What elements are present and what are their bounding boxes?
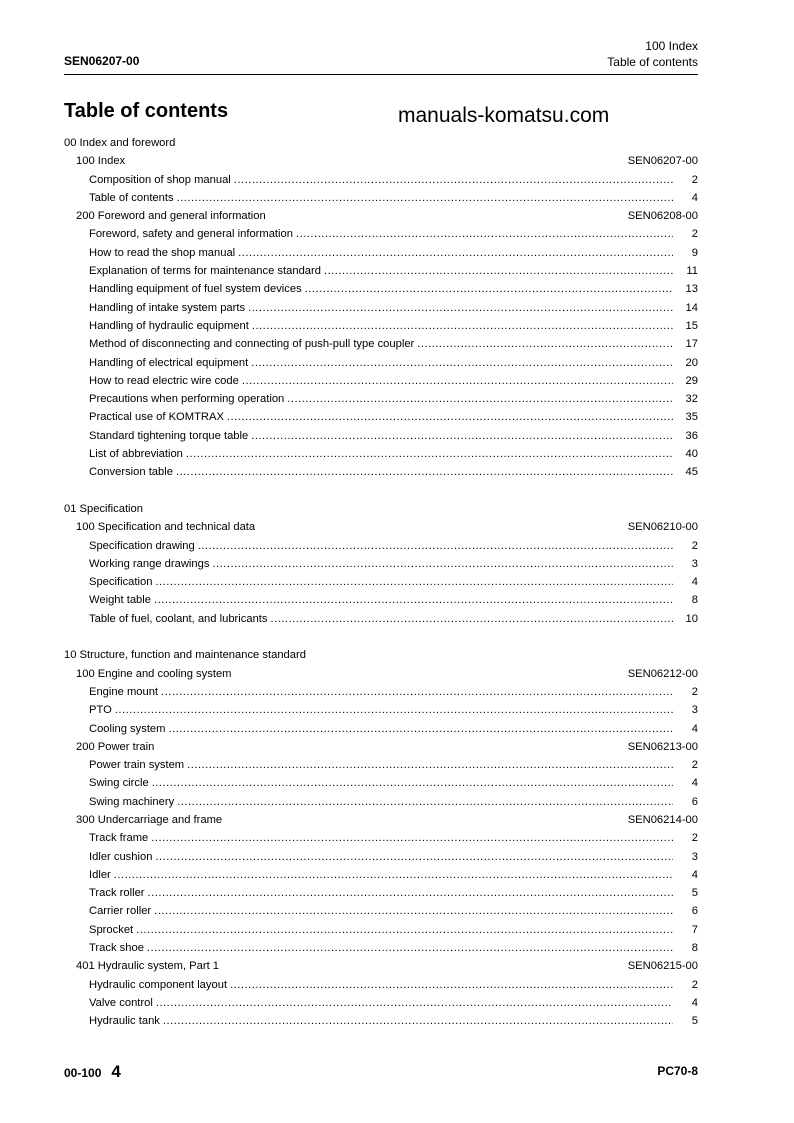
footer-page-number: 4 [111, 1062, 121, 1081]
toc-leader-dots [136, 921, 673, 939]
toc-leader-dots [287, 390, 673, 408]
toc-leader-dots [147, 939, 673, 957]
toc-entry[interactable] [64, 372, 698, 390]
toc-entry-page: 6 [691, 795, 698, 808]
toc-entry[interactable] [64, 262, 698, 280]
toc-entry-title: Valve control [89, 996, 153, 1009]
toc-entry-page: 36 [685, 429, 698, 442]
toc-entry[interactable] [64, 390, 698, 408]
toc-entry-page: 3 [691, 557, 698, 570]
toc-entry-page: 40 [685, 448, 698, 461]
toc-leader-dots [271, 610, 674, 628]
toc-leader-dots [252, 317, 673, 335]
watermark: manuals-komatsu.com [398, 104, 610, 127]
toc-entry[interactable] [64, 427, 698, 445]
toc-leader-dots [251, 354, 673, 372]
toc-entry-title: Track shoe [89, 942, 144, 955]
footer-page-ref [64, 1062, 121, 1082]
toc-entry-page: 4 [691, 722, 698, 735]
toc-entry[interactable] [64, 408, 698, 426]
toc-entry-page: 9 [691, 246, 698, 259]
section-spacer [64, 482, 698, 500]
toc-entry[interactable] [64, 921, 698, 939]
toc-subsection-code: SEN06207-00 [627, 155, 698, 168]
toc-entry-title: Table of contents [89, 191, 174, 204]
toc-entry-page: 29 [685, 374, 698, 387]
toc-leader-dots [248, 299, 673, 317]
toc-leader-dots [154, 591, 673, 609]
header-subsection: Table of contents [607, 55, 698, 69]
toc-entry-title: Weight table [89, 594, 151, 607]
toc-entry[interactable] [64, 976, 698, 994]
toc-entry-title: Idler [89, 868, 111, 881]
toc-entry[interactable] [64, 683, 698, 701]
toc-entry-page: 4 [691, 191, 698, 204]
toc-entry[interactable] [64, 848, 698, 866]
toc-entry-title: Swing circle [89, 777, 149, 790]
toc-entry-page: 8 [691, 594, 698, 607]
toc-entry-title: PTO [89, 704, 112, 717]
toc-leader-dots [296, 225, 673, 243]
toc-subsection-code: SEN06208-00 [627, 210, 698, 223]
toc-subsection-title: 300 Undercarriage and frame [76, 813, 223, 826]
toc-leader-dots [242, 372, 673, 390]
toc-leader-dots [155, 573, 673, 591]
toc-entry[interactable] [64, 793, 698, 811]
toc-entry-page: 5 [691, 887, 698, 900]
toc-entry-title: Working range drawings [89, 557, 210, 570]
toc-entry-page: 3 [691, 704, 698, 717]
toc-entry-title: How to read electric wire code [89, 374, 239, 387]
toc-entry-page: 6 [691, 905, 698, 918]
toc-subsection-title: 200 Power train [76, 740, 155, 753]
toc-entry-title: Practical use of KOMTRAX [89, 411, 224, 424]
toc-section-title: 00 Index and foreword [64, 137, 176, 149]
toc-subsection-code: SEN06215-00 [627, 960, 698, 973]
toc-entry-page: 2 [691, 759, 698, 772]
toc-entry-title: Carrier roller [89, 905, 152, 918]
toc-entry[interactable] [64, 317, 698, 335]
toc-entry[interactable] [64, 445, 698, 463]
toc-entry[interactable] [64, 555, 698, 573]
toc-subsection[interactable] [64, 811, 698, 829]
toc-entry[interactable] [64, 994, 698, 1012]
toc-entry-title: Sprocket [89, 923, 134, 936]
toc-entry[interactable] [64, 537, 698, 555]
toc-leader-dots [227, 408, 673, 426]
toc-entry-title: Specification [89, 576, 153, 589]
toc-entry-page: 2 [691, 173, 698, 186]
toc-leader-dots [198, 537, 673, 555]
toc-entry-title: Foreword, safety and general information [89, 228, 293, 241]
toc-entry-page: 2 [691, 539, 698, 552]
toc-leader-dots [168, 720, 673, 738]
toc-entry-page: 32 [685, 393, 698, 406]
toc-entry[interactable] [64, 720, 698, 738]
footer-page-code: 00-100 [64, 1066, 102, 1080]
toc-entry-title: Method of disconnecting and connecting of push-pull type coupler [89, 338, 415, 351]
toc-subsection-title: 200 Foreword and general information [76, 210, 266, 223]
toc-entry-title: Precautions when performing operation [89, 393, 285, 406]
toc-entry-page: 2 [691, 228, 698, 241]
toc-entry-title: Handling of intake system parts [89, 301, 246, 314]
toc-entry[interactable] [64, 701, 698, 719]
toc-entry-title: Handling equipment of fuel system devices [89, 283, 302, 296]
toc-leader-dots [177, 189, 673, 207]
toc-leader-dots [177, 793, 673, 811]
toc-subsection[interactable] [64, 518, 698, 536]
header-rule [64, 74, 698, 75]
toc-entry-page: 45 [685, 466, 698, 479]
toc-entry-page: 4 [691, 996, 698, 1009]
toc-subsection-title: 100 Specification and technical data [76, 521, 256, 534]
toc-leader-dots [156, 994, 673, 1012]
toc-leader-dots [161, 683, 673, 701]
toc-entry-title: Handling of electrical equipment [89, 356, 249, 369]
toc-section-title: 01 Specification [64, 502, 143, 515]
toc-leader-dots [148, 884, 673, 902]
toc-leader-dots [152, 774, 673, 792]
toc-entry[interactable] [64, 902, 698, 920]
header-doc-code: SEN06207-00 [64, 54, 140, 68]
toc-leader-dots [176, 463, 673, 481]
toc-entry-page: 11 [686, 265, 698, 278]
toc-entry[interactable] [64, 299, 698, 317]
toc-leader-dots [163, 1012, 673, 1030]
toc-entry-page: 4 [691, 868, 698, 881]
toc-entry[interactable] [64, 884, 698, 902]
toc-entry-title: Table of fuel, coolant, and lubricants [89, 612, 268, 625]
toc-entry-title: Hydraulic tank [89, 1015, 160, 1028]
toc-entry-title: Composition of shop manual [89, 173, 231, 186]
toc-entry-page: 2 [691, 832, 698, 845]
toc-leader-dots [305, 280, 673, 298]
toc-entry[interactable] [64, 280, 698, 298]
toc-subsection[interactable] [64, 665, 698, 683]
toc-leader-dots [114, 866, 673, 884]
toc-entry-title: Handling of hydraulic equipment [89, 319, 249, 332]
toc-entry[interactable] [64, 335, 698, 353]
toc-leader-dots [230, 976, 673, 994]
toc-leader-dots [187, 756, 673, 774]
toc-subsection[interactable] [64, 207, 698, 225]
toc-entry[interactable] [64, 866, 698, 884]
toc-entry-title: Swing machinery [89, 795, 175, 808]
toc-entry[interactable] [64, 354, 698, 372]
toc-entry-page: 8 [691, 942, 698, 955]
toc-entry[interactable] [64, 463, 698, 481]
toc-entry-title: Hydraulic component layout [89, 978, 228, 991]
toc-subsection[interactable] [64, 152, 698, 170]
toc-entry[interactable] [64, 610, 698, 628]
toc-subsection-code: SEN06210-00 [627, 521, 698, 534]
toc-subsection-title: 401 Hydraulic system, Part 1 [76, 960, 220, 973]
toc-subsection-title: 100 Engine and cooling system [76, 667, 232, 680]
toc-entry-page: 13 [685, 283, 698, 296]
toc-entry-title: Conversion table [89, 466, 173, 479]
toc-entry-page: 17 [685, 338, 698, 351]
toc-subsection[interactable] [64, 957, 698, 975]
toc-entry-page: 2 [691, 978, 698, 991]
toc-entry-page: 15 [685, 319, 698, 332]
toc-entry[interactable] [64, 756, 698, 774]
toc-leader-dots [251, 427, 673, 445]
toc-entry[interactable] [64, 939, 698, 957]
toc-entry-page: 14 [685, 301, 698, 314]
toc-entry[interactable] [64, 244, 698, 262]
page-title: Table of contents [64, 100, 229, 122]
toc-entry[interactable] [64, 189, 698, 207]
toc-subsection-title: 100 Index [76, 155, 126, 168]
toc-entry-title: Engine mount [89, 685, 159, 698]
toc-entry-page: 5 [691, 1015, 698, 1028]
toc-leader-dots [417, 335, 673, 353]
toc-leader-dots [212, 555, 673, 573]
toc-entry-title: Power train system [89, 759, 185, 772]
table-of-contents [64, 134, 698, 1031]
toc-leader-dots [324, 262, 673, 280]
toc-entry-title: Standard tightening torque table [89, 429, 249, 442]
toc-entry-page: 10 [685, 612, 698, 625]
toc-leader-dots [115, 701, 673, 719]
toc-entry[interactable] [64, 573, 698, 591]
header-section-block [607, 38, 698, 70]
toc-subsection-code: SEN06213-00 [627, 740, 698, 753]
toc-entry-page: 3 [691, 850, 698, 863]
toc-entry-page: 2 [691, 685, 698, 698]
toc-subsection-code: SEN06214-00 [627, 813, 698, 826]
toc-entry[interactable] [64, 171, 698, 189]
toc-entry[interactable] [64, 1012, 698, 1030]
toc-leader-dots [186, 445, 673, 463]
toc-entry-title: Cooling system [89, 722, 166, 735]
toc-entry-title: Track roller [89, 887, 145, 900]
header-section: 100 Index [645, 39, 698, 53]
toc-entry-title: How to read the shop manual [89, 246, 236, 259]
toc-entry-title: Explanation of terms for maintenance standard [89, 265, 321, 278]
toc-entry[interactable] [64, 774, 698, 792]
toc-entry[interactable] [64, 591, 698, 609]
toc-subsection[interactable] [64, 738, 698, 756]
toc-entry-page: 20 [685, 356, 698, 369]
toc-entry[interactable] [64, 225, 698, 243]
toc-entry-page: 4 [691, 777, 698, 790]
toc-leader-dots [238, 244, 673, 262]
toc-entry-title: Track frame [89, 832, 149, 845]
toc-leader-dots [155, 848, 673, 866]
toc-leader-dots [151, 829, 673, 847]
toc-entry-title: Specification drawing [89, 539, 195, 552]
toc-entry-title: Idler cushion [89, 850, 153, 863]
toc-section-title: 10 Structure, function and maintenance standard [64, 649, 306, 662]
toc-leader-dots [154, 902, 673, 920]
toc-entry-title: List of abbreviation [89, 448, 183, 461]
toc-entry-page: 35 [685, 411, 698, 424]
toc-subsection-code: SEN06212-00 [627, 667, 698, 680]
toc-entry[interactable] [64, 829, 698, 847]
toc-entry-page: 4 [691, 576, 698, 589]
toc-leader-dots [234, 171, 673, 189]
toc-entry-page: 7 [691, 923, 698, 936]
section-spacer [64, 628, 698, 646]
footer-model: PC70-8 [657, 1064, 698, 1078]
